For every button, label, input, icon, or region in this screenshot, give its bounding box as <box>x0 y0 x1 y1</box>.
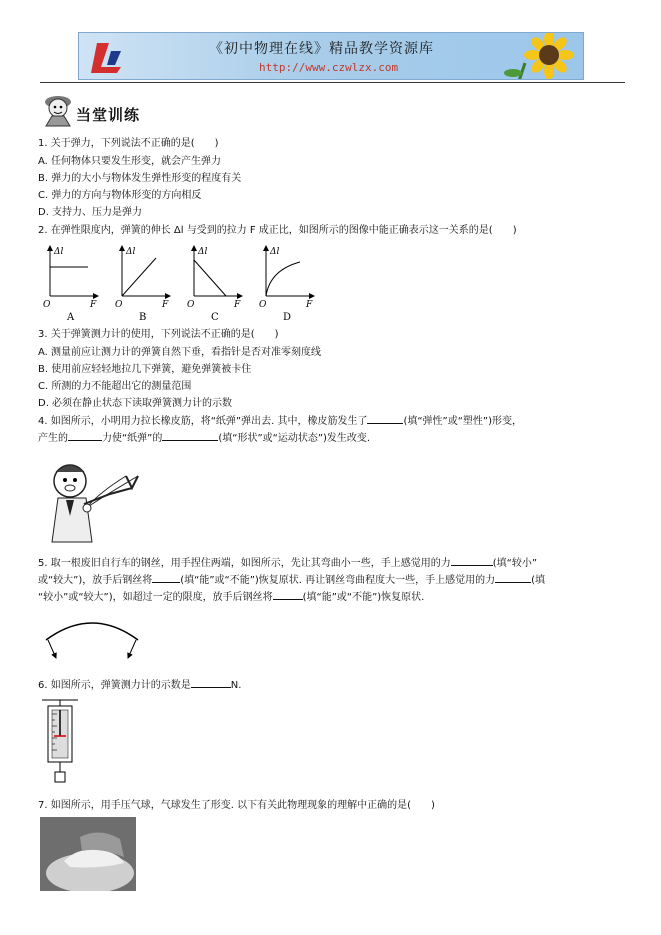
hand-press-balloon-image <box>40 817 136 891</box>
q7-stem: 7. 如图所示，用手压气球，气球发生了形变. 以下有关此物理现象的理解中正确的是( ) <box>38 800 435 811</box>
graph-c <box>187 246 242 323</box>
q5-blank-1[interactable] <box>451 555 493 566</box>
q5-part7: (填“能”或“不能”)恢复原状. <box>302 592 425 603</box>
graph-b-origin: O <box>115 300 123 310</box>
site-logo-icon <box>87 37 137 77</box>
graph-c-xlabel: F <box>234 300 241 310</box>
graph-d-origin: O <box>259 300 267 310</box>
q5-part5: (填 <box>531 575 546 586</box>
q4-blank-3[interactable] <box>162 430 218 441</box>
graph-a-ylabel: Δl <box>54 247 64 257</box>
graph-a-origin: O <box>43 300 51 310</box>
graph-a-xlabel: F <box>90 300 97 310</box>
graph-c-ylabel: Δl <box>198 247 208 257</box>
q5-part2: (填“较小” <box>492 558 537 569</box>
header-rule <box>40 82 625 83</box>
q6-blank[interactable] <box>191 677 231 688</box>
section-title: 当堂训练 <box>76 106 141 124</box>
graph-b-label: B <box>139 312 147 323</box>
student-mascot-icon <box>38 88 78 128</box>
q1-option-d: D. 支持力、压力是弹力 <box>38 207 143 218</box>
q3-option-d: D. 必须在静止状态下读取弹簧测力计的示数 <box>38 398 233 409</box>
banner-url[interactable]: http://www.czwlzx.com <box>259 61 399 74</box>
q1-stem: 1. 关于弹力，下列说法不正确的是( ) <box>38 138 219 149</box>
graph-b <box>115 246 170 323</box>
graph-b-xlabel: F <box>162 300 169 310</box>
q1-option-b: B. 弹力的大小与物体发生弹性形变的程度有关 <box>38 173 242 184</box>
graph-a-label: A <box>67 312 75 323</box>
q5-blank-4[interactable] <box>273 589 303 600</box>
q6-part1: 6. 如图所示，弹簧测力计的示数是 <box>38 680 191 691</box>
graph-d-xlabel: F <box>306 300 313 310</box>
q5-part1: 5. 取一根废旧自行车的钢丝，用手捏住两端，如图所示，先让其弯曲小一些，手上感觉用的力 <box>38 558 451 569</box>
graph-d-ylabel: Δl <box>270 247 280 257</box>
graph-a <box>43 246 98 323</box>
q5-part4: (填“能”或“不能”)恢复原状. 再让钢丝弯曲程度大一些，手上感觉用的力 <box>180 575 496 586</box>
q4-part4: 力使“纸弹”的 <box>102 433 163 444</box>
graph-c-origin: O <box>187 300 195 310</box>
graph-d-label: D <box>283 312 292 323</box>
q4-text <box>38 413 628 447</box>
spring-scale-image <box>40 696 80 788</box>
q3-option-b: B. 使用前应轻轻地拉几下弹簧，避免弹簧被卡住 <box>38 364 252 375</box>
slingshot-boy-image <box>40 456 140 546</box>
header-banner <box>78 32 584 80</box>
q3-stem: 3. 关于弹簧测力计的使用，下列说法不正确的是( ) <box>38 329 279 340</box>
q1-option-a: A. 任何物体只要发生形变，就会产生弹力 <box>38 156 222 167</box>
q1-option-c: C. 弹力的方向与物体形变的方向相反 <box>38 190 202 201</box>
q4-blank-2[interactable] <box>68 430 102 441</box>
q3-option-c: C. 所测的力不能超出它的测量范围 <box>38 381 192 392</box>
q5-text <box>38 555 628 606</box>
q5-part3: 或“较大”)，放手后钢丝将 <box>38 575 153 586</box>
bent-wire-image <box>40 610 146 662</box>
graph-c-label: C <box>211 312 219 323</box>
q5-part6: “较小”或“较大”)，如超过一定的限度，放手后钢丝将 <box>38 592 273 603</box>
q2-stem: 2. 在弹性限度内，弹簧的伸长 Δl 与受到的拉力 F 成正比，如图所示的图像中能正确表示这一关系的是( ) <box>38 225 517 236</box>
q5-blank-2[interactable] <box>152 572 180 583</box>
q4-part3: 产生的 <box>38 433 68 444</box>
q4-part5: (填“形状”或“运动状态”)发生改变. <box>218 433 371 444</box>
q4-part1: 4. 如图所示，小明用力拉长橡皮筋，将“纸弹”弹出去. 其中，橡皮筋发生了 <box>38 416 368 427</box>
q5-blank-3[interactable] <box>495 572 531 583</box>
graph-d <box>259 246 314 323</box>
q4-blank-1[interactable] <box>367 413 403 424</box>
q2-graphs <box>40 240 340 325</box>
q4-part2: (填“弹性”或“塑性”)形变， <box>403 416 522 427</box>
graph-b-ylabel: Δl <box>126 247 136 257</box>
banner-title: 《初中物理在线》精品教学资源库 <box>209 41 434 57</box>
q6-part2: N. <box>230 680 242 691</box>
q3-option-a: A. 测量前应让测力计的弹簧自然下垂，看指针是否对准零刻度线 <box>38 347 322 358</box>
sunflower-icon <box>499 33 584 80</box>
q6-text <box>38 677 241 693</box>
